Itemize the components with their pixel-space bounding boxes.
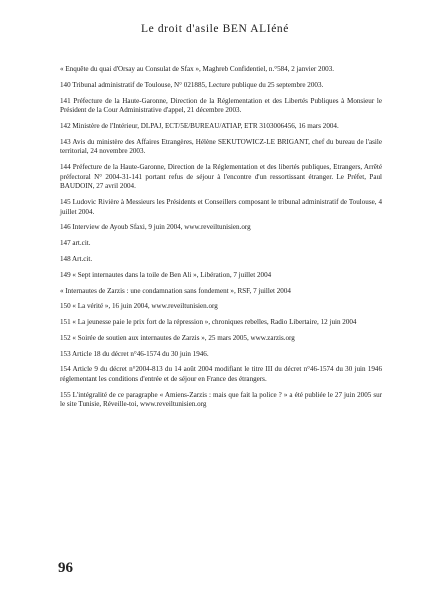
endnote: 142 Ministère de l'Intérieur, DLPAJ, ECT/5E/BUREAU/ATIAP, ETR 3103006456, 16 mars 2004. (60, 121, 339, 130)
endnote: 149 « Sept internautes dans la toile de Ben Ali », Libération, 7 juillet 2004 (60, 270, 272, 279)
endnote: 148 Art.cit. (60, 255, 93, 263)
endnote: 153 Article 18 du décret n°46-1574 du 30 juin 1946. (60, 349, 209, 358)
endnote: 151 « La jeunesse paie le prix fort de la répression », chroniques rebelles, Radio Libertaire, 12 juin 2004 (60, 318, 357, 327)
endnote: 155 L'intégralité de ce paragraphe « Amiens-Zarzis : mais que fait la police ? » a été publiée le 27 juin 2005 sur le site Tunisie, Réveille-toi, www.reveiltunisien.org (60, 390, 382, 409)
endnote: 145 Ludovic Rivière à Messieurs les Présidents et Conseillers composant le tribunal administratif de Toulouse, 4 juillet 2004. (60, 198, 382, 216)
endnote: 144 Préfecture de la Haute-Garonne, Direction de la Réglementation et des libertés publiques, Etrangers, Arrêté préfectoral N° 2004-31-141 portant refus de séjour à l'encontre d'un ressortissant étranger. Le Préfet, Paul BAUDOIN, 27 avril 2004. (60, 163, 382, 191)
endnote: 150 « La vérité », 16 juin 2004, www.reveiltunisien.org (60, 302, 218, 311)
endnote: 141 Préfecture de la Haute-Garonne, Direction de la Réglementation et des Libertés Publiques à Monsieur le Président de la Cour Administrative d'appel, 21 décembre 2003. (60, 96, 382, 115)
endnotes-list (60, 65, 382, 416)
endnote: 154 Article 9 du décret n°2004-813 du 14 août 2004 modifiant le titre III du décret n°46-1574 du 30 juin 1946 réglementant les conditions d'entrée et de séjour en France des étrangers. (60, 365, 382, 384)
endnote: « Internautes de Zarzis : une condamnation sans fondement », RSF, 7 juillet 2004 (60, 286, 291, 295)
endnote: « Enquête du quai d'Orsay au Consulat de Sfax », Maghreb Confidentiel, n.°584, 2 janvier 2003. (60, 65, 335, 73)
endnote: 147 art.cit. (60, 239, 91, 248)
endnote: 146 Interview de Ayoub Sfaxi, 9 juin 2004, www.reveiltunisien.org (60, 223, 251, 232)
endnote: 143 Avis du ministère des Affaires Etrangères, Hélène SEKUTOWICZ-LE BRIGANT, chef du bureau de l'asile territorial, 24 novembre 2003. (60, 137, 382, 156)
page-number: 96 (58, 560, 73, 576)
running-header: Le droit d'asile BEN ALIéné (141, 23, 289, 35)
endnote: 152 « Soirée de soutien aux internautes de Zarzis », 25 mars 2005, www.zarzis.org (60, 333, 295, 342)
endnote: 140 Tribunal administratif de Toulouse, N° 021885, Lecture publique du 25 septembre 2003. (60, 80, 324, 89)
